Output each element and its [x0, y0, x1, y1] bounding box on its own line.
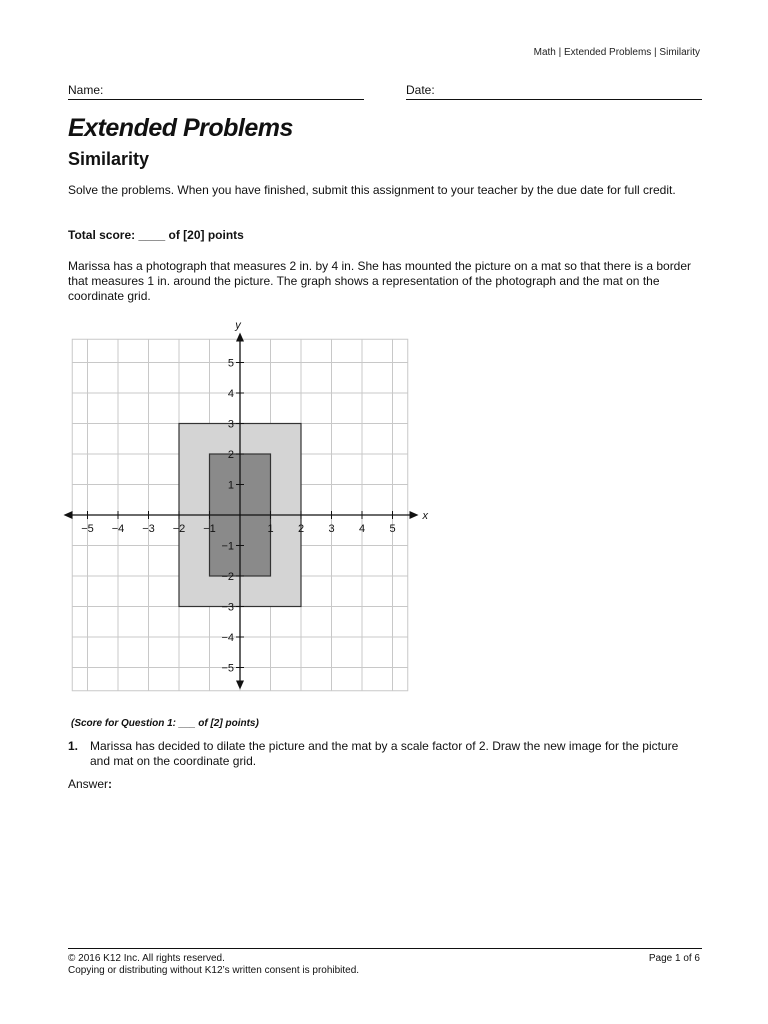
x-tick-label: −2 [172, 523, 186, 535]
x-tick-label: −3 [142, 523, 155, 535]
date-field[interactable] [406, 83, 702, 100]
score-question-1: (Score for Question 1: ___ of [2] points) [71, 718, 259, 729]
x-tick-label: 5 [389, 523, 396, 535]
x-axis-label: x [422, 510, 428, 522]
copy-notice: Copying or distributing without K12’s written consent is prohibited. [68, 965, 360, 976]
y-axis-arrow-up [236, 333, 244, 342]
page-title: Extended Problems [68, 114, 293, 142]
page-number: Page 1 of 6 [648, 953, 700, 964]
total-score: Total score: ____ of [20] points [68, 228, 244, 242]
y-tick-label: 3 [227, 418, 234, 431]
y-tick-label: −3 [221, 601, 234, 614]
instructions: Solve the problems. When you have finished, submit this assignment to your teacher by the due date for full credit. [68, 183, 676, 197]
coordinate-grid [60, 308, 440, 708]
y-tick-label: 2 [227, 449, 234, 461]
x-axis-arrow-left [64, 511, 73, 519]
header-breadcrumb: Math | Extended Problems | Similarity [533, 47, 700, 58]
y-tick-label: −4 [221, 632, 234, 644]
y-tick-label: 1 [227, 479, 234, 492]
y-axis-label: y [235, 319, 241, 332]
y-tick-label: −5 [221, 662, 234, 675]
footer-copyright [68, 953, 359, 977]
page-subtitle: Similarity [68, 149, 150, 169]
y-axis-arrow-down [236, 681, 244, 690]
date-label: Date: [406, 83, 435, 97]
x-tick-label: −4 [111, 523, 125, 535]
x-tick-label: 3 [328, 523, 335, 535]
name-field[interactable] [68, 83, 364, 100]
copyright-text: © 2016 K12 Inc. All rights reserved. [68, 953, 225, 964]
answer-colon: : [108, 777, 113, 791]
name-date-row [68, 83, 702, 103]
name-label: Name: [68, 83, 104, 97]
y-tick-label: 4 [227, 388, 234, 400]
y-tick-label: −2 [221, 571, 234, 583]
footer-divider [68, 948, 702, 949]
problem-text: Marissa has a photograph that measures 2 in. by 4 in. She has mounted the picture on a mat so that there is a border that measures 1 in. around the picture. The graph shows a representation of the photograph and the mat on the coordinate grid. [68, 259, 692, 303]
y-tick-label: −1 [221, 540, 234, 553]
x-tick-label: −5 [81, 523, 94, 535]
x-tick-label: 2 [297, 523, 305, 535]
x-axis-arrow-right [410, 511, 419, 519]
x-tick-label: 1 [267, 523, 274, 535]
x-tick-label: −1 [203, 523, 216, 535]
question-1-number: 1. [68, 739, 79, 753]
question-1-text: Marissa has decided to dilate the picture and the mat by a scale factor of 2. Draw the new image for the picture and mat on the coordinate grid. [90, 739, 679, 768]
answer-label [68, 777, 112, 791]
y-tick-label: 5 [227, 357, 234, 370]
x-tick-label: 4 [358, 523, 366, 535]
answer-text: Answer [68, 777, 109, 791]
